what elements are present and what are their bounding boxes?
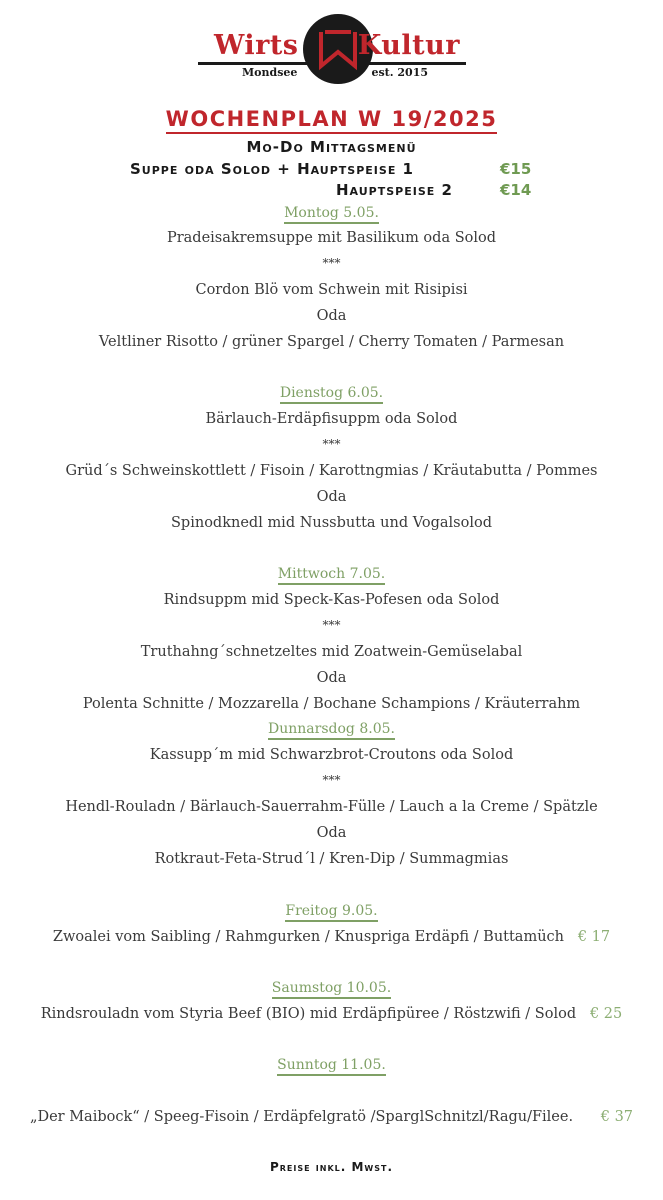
logo-place: Mondsee [242,66,298,79]
or-label: Oda [316,825,347,841]
separator: *** [322,437,341,451]
special-dish [0,929,663,945]
menu-title: WOCHENPLAN W 19/2025 [0,107,663,131]
soup-line: Pradeisakremsuppe mit Basilikum oda Solod [166,230,497,246]
or-label: Oda [316,308,347,324]
day-heading-dienstag: Dienstog 6.05. [0,385,663,401]
special-price: € 25 [589,1006,623,1022]
menu-subtitle: Mo-Do Mittagsmenü [246,138,417,156]
special-price: € 17 [577,929,611,945]
logo-word-left: Wirts [214,30,299,61]
main-dish-1: Truthahng´schnetzeltes mid Zoatwein-Gemüselabal [140,644,523,660]
main-dish-2: Veltliner Risotto / grüner Spargel / Cherry Tomaten / Parmesan [98,334,565,350]
special-dish-text: Zwoalei vom Saibling / Rahmgurken / Knuspriga Erdäpfi / Buttamüch [52,929,564,945]
special-price: € 37 [600,1109,634,1125]
day-heading-mittwoch: Mittwoch 7.05. [0,566,663,582]
day-heading-sonntag: Sunntog 11.05. [0,1057,663,1073]
main-dish-2: Rotkraut-Feta-Strud´l / Kren-Dip / Summagmias [154,851,509,867]
main-dish-1: Hendl-Rouladn / Bärlauch-Sauerrahm-Fülle / Lauch a la Creme / Spätzle [65,799,598,815]
day-heading-samstag: Saumstog 10.05. [0,980,663,996]
special-dish [0,1109,663,1125]
or-label: Oda [316,670,347,686]
main-dish-1: Grüd´s Schweinskottlett / Fisoin / Karottngmias / Kräutabutta / Pommes [65,463,598,479]
separator: *** [322,256,341,270]
soup-line: Rindsuppm mid Speck-Kas-Pofesen oda Solod [163,592,500,608]
logo-est: est. 2015 [371,66,428,79]
day-heading-montag: Montog 5.05. [0,205,663,221]
separator: *** [322,618,341,632]
day-heading-freitag: Freitog 9.05. [0,903,663,919]
offer-2-label: Hauptspeise 2 [336,181,453,199]
restaurant-logo [198,12,466,86]
footer-note: Preise inkl. Mwst. [269,1160,394,1174]
day-heading-donnerstag: Dunnarsdog 8.05. [0,721,663,737]
or-label: Oda [316,489,347,505]
offer-1-label: Suppe oda Solod + Hauptspeise 1 [130,160,414,178]
special-dish-text: Rindsrouladn vom Styria Beef (BIO) mid Erdäpfipüree / Röstzwifi / Solod [40,1006,577,1022]
logo-word-right: Kultur [357,30,460,61]
special-dish-text: „Der Maibock“ / Speeg-Fisoin / Erdäpfelgratö /SparglSchnitzl/Ragu/Filee. [29,1109,574,1125]
main-dish-1: Cordon Blö vom Schwein mit Risipisi [195,282,468,298]
main-dish-2: Polenta Schnitte / Mozzarella / Bochane Schampions / Kräuterrahm [82,696,581,712]
separator: *** [322,773,341,787]
offer-2-price: €14 [500,181,532,199]
soup-line: Kassupp´m mid Schwarzbrot-Croutons oda Solod [149,747,514,763]
special-dish [0,1006,663,1022]
soup-line: Bärlauch-Erdäpfisuppm oda Solod [205,411,458,427]
offer-1-price: €15 [500,160,532,178]
main-dish-2: Spinodknedl mid Nussbutta und Vogalsolod [171,515,492,531]
